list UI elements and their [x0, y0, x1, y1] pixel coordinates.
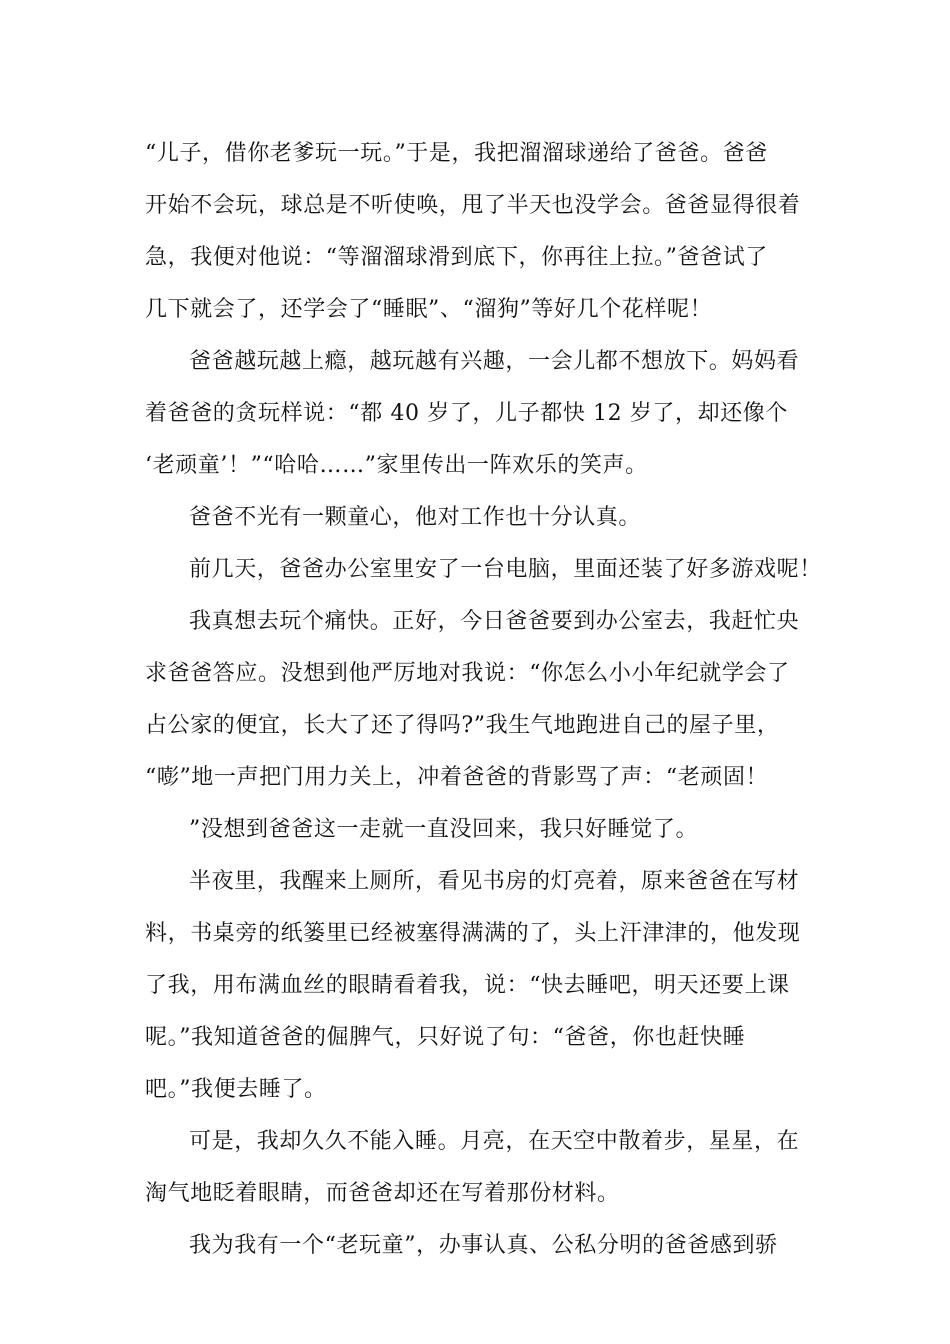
text-line: “儿子，借你老爹玩一玩。”于是，我把溜溜球递给了爸爸。爸爸: [145, 141, 768, 166]
text-line: 开始不会玩，球总是不听使唤，甩了半天也没学会。爸爸显得很着: [145, 193, 801, 218]
text-line: 前几天，爸爸办公室里安了一台电脑，里面还装了好多游戏呢！: [189, 557, 822, 582]
text-line: 半夜里，我醒来上厕所，看见书房的灯亮着，原来爸爸在写材: [189, 869, 800, 894]
text-line: 占公家的便宜，长大了还了得吗?”我生气地跑进自己的屋子里，: [145, 713, 780, 738]
text-line: 淘气地眨着眼睛，而爸爸却还在写着那份材料。: [145, 1181, 620, 1206]
text-line: 求爸爸答应。没想到他严厉地对我说：“你怎么小小年纪就学会了: [145, 661, 790, 686]
text-line: ”没想到爸爸这一走就一直没回来，我只好睡觉了。: [189, 817, 699, 842]
text-line: 我真想去玩个痛快。正好，今日爸爸要到办公室去，我赶忙央: [189, 609, 800, 634]
text-line: 几下就会了，还学会了“睡眠”、“溜狗”等好几个花样呢！: [145, 297, 713, 322]
body-text: [145, 128, 822, 1272]
text-line: 着爸爸的贪玩样说：“都 40 岁了，儿子都快 12 岁了，却还像个: [145, 401, 789, 426]
text-line: ‘老顽童’！”“哈哈……”家里传出一阵欢乐的笑声。: [145, 453, 648, 478]
text-line: 我为我有一个“老玩童”，办事认真、公私分明的爸爸感到骄: [189, 1233, 778, 1258]
text-line: 了我，用布满血丝的眼睛看着我，说：“快去睡吧，明天还要上课: [145, 973, 790, 998]
text-line: 可是，我却久久不能入睡。月亮，在天空中散着步，星星，在: [189, 1129, 800, 1154]
text-line: 爸爸越玩越上瘾，越玩越有兴趣，一会儿都不想放下。妈妈看: [189, 349, 800, 374]
text-line: 爸爸不光有一颗童心，他对工作也十分认真。: [189, 505, 642, 530]
text-line: 急，我便对他说：“等溜溜球滑到底下，你再往上拉。”爸爸试了: [145, 245, 768, 270]
text-line: 料，书桌旁的纸篓里已经被塞得满满的了，头上汗津津的，他发现: [145, 921, 801, 946]
text-line: “嘭”地一声把门用力关上，冲着爸爸的背影骂了声：“老顽固！: [145, 765, 769, 790]
text-line: 吧。”我便去睡了。: [145, 1077, 327, 1102]
text-line: 呢。”我知道爸爸的倔脾气，只好说了句：“爸爸，你也赶快睡: [145, 1025, 746, 1050]
